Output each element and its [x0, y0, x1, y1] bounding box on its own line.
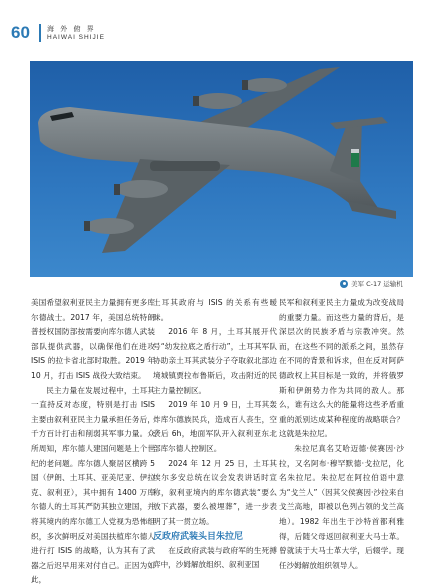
- paragraph: 美国希望叙利亚民主力量拥有更多库尔德战士。2017 年，美国总统特朗普授权国防部按需要向库尔德人武装部队提供武器，以确保他们在进攻 ISIS 的拉卡省北部时取胜。2019 年 10 月，打击 ISIS 战役大致结束。: [31, 298, 155, 380]
- article-column-3: [279, 296, 404, 573]
- paragraph: 民军和叙利亚民主力量成为改变战局的重要力量。而这些力量的背后，是深层次的民族矛盾与宗教冲突。然而，在这些不同的派系之间，虽然存在不同的背景和诉求，但在反对阿萨德政权上其目标是一致的，并将俄罗斯和伊朗势力作为共同的敌人。那么，谁有这么大的能量将这些矛盾重重的派别达成某种程度的战略联合？这就是朱拉尼。: [279, 298, 404, 439]
- photo-caption-text: 美军 C-17 运输机: [351, 280, 403, 288]
- magazine-name-cn: 海 外 俯 界: [47, 25, 96, 33]
- camera-icon: [340, 280, 348, 288]
- paragraph: 2024 年 12 月 25 日，土耳其埃尔多安总统在议会发表讲话时宣称，叙利亚境内的库尔德武装“要么放下武器，要么被埋葬”，进一步表明了其一贯立场。: [153, 458, 277, 526]
- paragraph: 民主力量在发展过程中，土耳其一直持反对态度，特别是打击 ISIS 主要由叙利亚民主力量承担任务后，千方百计打击和削弱其军事力量。众所周知，库尔德人建国问题是上个世纪的老问题。库尔德人聚居区横跨 5 国（伊朗、土耳其、亚美尼亚、伊拉克、叙利亚），其中拥有 1400 万库尔德人的土耳其严防其独立建国，并将其境内的库尔德工人党视为恐怖组织，多次鲜明反对美国扶植库尔德人进行打 ISIS 的战略，认为其有了武器之后迟早用来对付自己。正因为如此，: [31, 385, 155, 585]
- photo-caption: [340, 279, 403, 288]
- paragraph: 2019 年 10 月 9 日，土耳其轰炸库尔德族民兵，造成百人丧生，空袭后 6h，地面军队开入叙利亚东北部库尔德人控制区。: [153, 400, 277, 453]
- article-column-2: [153, 296, 277, 573]
- paragraph: 朱拉尼真名艾哈迈德·侯赛因·沙拉，又名阿布·穆罕默德·戈拉尼，化名朱拉尼。朱拉尼在阿拉伯语中意为“戈兰人”（因其父侯赛因·沙拉来自戈兰高地，即被以色列占领的戈兰高地）。1982 年出生于沙特首都利雅得，后随父母返回叙利亚大马士革。曾就读于大马士革大学，后辍学。现任沙姆解放组织领导人。: [279, 443, 404, 570]
- page-header: [0, 0, 427, 44]
- section-title: 反政府武装头目朱拉尼: [153, 531, 244, 542]
- page-number: 60: [11, 23, 30, 42]
- paragraph: 2016 年 8 月，土耳其展开代号“幼发拉底之盾行动”，土耳其军队协助亲土耳其武装分子夺取叙北部边境城镇贾拉布鲁斯后，攻击附近的民主力量控制区。: [153, 327, 277, 395]
- article-column-1: [31, 296, 155, 588]
- paragraph: 在反政府武装与政府军的生死搏弈中，沙姆解放组织、叙利亚国: [153, 545, 277, 570]
- magazine-name-en: HAIWAI SHIJIE: [47, 34, 105, 41]
- aircraft-photo: [30, 61, 413, 277]
- paragraph: 土耳其政府与 ISIS 的关系有些暧昧。: [153, 298, 277, 322]
- header-divider: [39, 24, 41, 42]
- c17-aircraft-illustration: [30, 61, 413, 277]
